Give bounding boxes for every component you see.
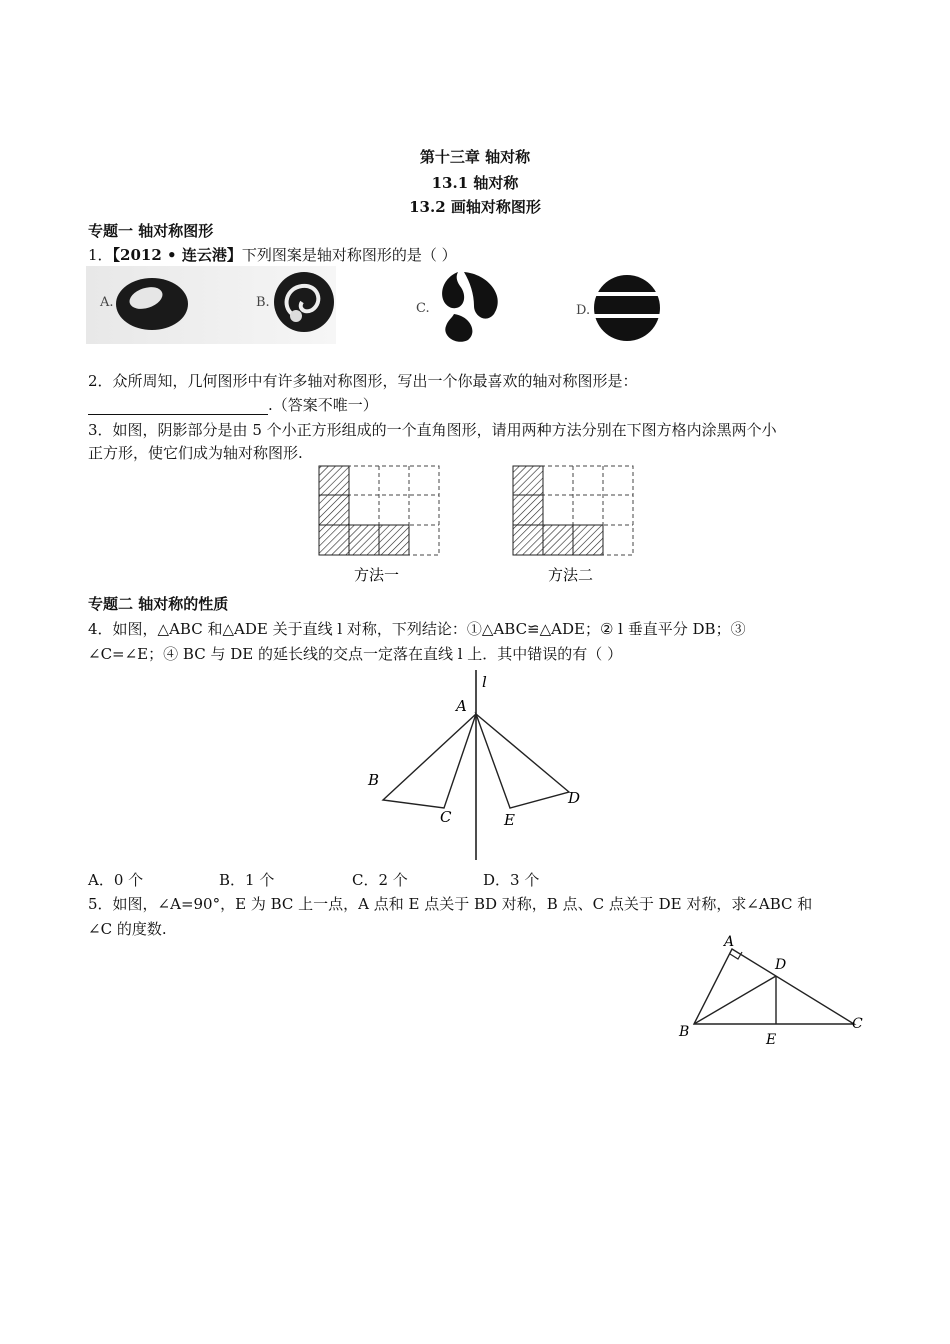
- section-title-2: 13.2 画轴对称图形: [409, 198, 541, 216]
- method-1-label: 方法一: [354, 566, 400, 584]
- triangle-abc: [383, 714, 476, 808]
- label-a: A: [456, 697, 467, 715]
- option-b-label: B.: [256, 295, 270, 310]
- label-d: D: [568, 789, 581, 807]
- question-1-options-image: [86, 266, 666, 344]
- question-2-suffix: .（答案不唯一）: [268, 396, 378, 414]
- option-c-label: C.: [416, 301, 430, 316]
- question-1-number: 1．: [88, 246, 113, 264]
- question-4-line-1: 4．如图，△ABC 和△ADE 关于直线 l 对称，下列结论：①△ABC≌△ADE；② l 垂直平分 DB；③: [88, 620, 746, 638]
- answer-blank[interactable]: [88, 398, 268, 415]
- topic-2-heading: 专题二 轴对称的性质: [88, 595, 229, 613]
- method-2-label: 方法二: [548, 566, 594, 584]
- option-a-ring-image: [116, 278, 188, 330]
- question-5-line-2: ∠C 的度数.: [88, 920, 167, 938]
- option-d-striped-circle-image: [591, 275, 663, 341]
- question-4-option-c[interactable]: C．2 个: [352, 871, 408, 889]
- question-1-options-figure: [86, 266, 666, 344]
- grid-method-1: [319, 466, 439, 555]
- question-1-source: 【2012 • 连云港】: [112, 246, 242, 264]
- right-angle-mark: [730, 952, 742, 959]
- question-2-line-2: [88, 395, 378, 415]
- option-d-label: D.: [576, 303, 591, 318]
- question-1: [88, 245, 457, 265]
- question-4-figure: [360, 668, 590, 863]
- option-c-drops-image: [442, 272, 498, 342]
- label-a: A: [724, 934, 735, 950]
- question-4-option-a[interactable]: A．0 个: [88, 871, 144, 889]
- question-3-line-2: 正方形，使它们成为轴对称图形.: [88, 444, 303, 462]
- label-e: E: [504, 811, 515, 829]
- question-2-line-1: 2．众所周知，几何图形中有许多轴对称图形，写出一个你最喜欢的轴对称图形是：: [88, 372, 638, 390]
- option-b-swirl-image: [274, 272, 334, 332]
- question-4-diagram: [360, 668, 590, 863]
- topic-1-heading: 专题一 轴对称图形: [88, 222, 214, 240]
- label-e: E: [766, 1032, 777, 1048]
- section-title-1: 13.1 轴对称: [431, 174, 519, 192]
- question-3-line-1: 3．如图，阴影部分是由 5 个小正方形组成的一个直角图形，请用两种方法分别在下图方格内涂黑两个小: [88, 421, 777, 439]
- triangle-abc-right: [694, 949, 854, 1024]
- label-c: C: [440, 808, 452, 826]
- label-b: B: [368, 771, 380, 789]
- triangle-ade: [476, 714, 569, 808]
- question-3-grid-figure: [316, 464, 646, 588]
- option-a-label: A.: [100, 295, 114, 310]
- label-c: C: [852, 1016, 863, 1032]
- question-1-text: 下列图案是轴对称图形的是（ ）: [241, 246, 457, 264]
- grid-method-2: [513, 466, 633, 555]
- question-3-grids: [316, 464, 646, 588]
- question-4-option-d[interactable]: D．3 个: [483, 871, 540, 889]
- question-4-option-b[interactable]: B．1 个: [219, 871, 275, 889]
- question-5-figure: [674, 932, 874, 1052]
- question-5-diagram: [674, 932, 874, 1052]
- label-b: B: [679, 1024, 690, 1040]
- question-4-line-2: ∠C=∠E；④ BC 与 DE 的延长线的交点一定落在直线 l 上．其中错误的有（ ）: [88, 645, 623, 663]
- label-d: D: [775, 957, 787, 973]
- chapter-title: 第十三章 轴对称: [419, 148, 531, 166]
- label-l: l: [482, 673, 487, 691]
- question-5-line-1: 5．如图，∠A=90°，E 为 BC 上一点，A 点和 E 点关于 BD 对称，B 点、C 点关于 DE 对称，求∠ABC 和: [88, 895, 813, 913]
